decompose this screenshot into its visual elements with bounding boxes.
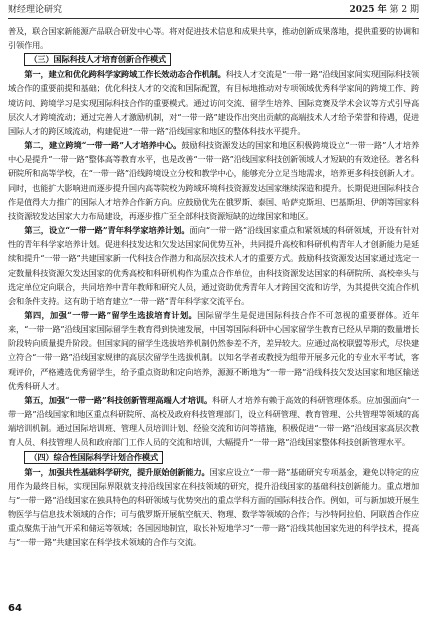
paragraph-lead: 第二，建立跨境“一带一路”人才培养中心。	[24, 140, 182, 151]
body-paragraph	[8, 308, 419, 393]
paragraph-lead: 第三，设立“一带一路”青年科学家培养计划。	[24, 225, 190, 236]
paragraph-text: 国家应设立“一带一路”基础研究专项基金，避免以特定的应用作为最终目标，实现国际界限就支持沿线国家在科技领域的研究，提升沿线国家的基础科技创新能力。重点增加与“一带一路”沿线国家在独具特色的科研领域与优势突出的重点学科方面的国际科技合作。例如，可与新加坡开展生物医学与信息技术领域的合作；可与俄罗斯开展航空航天、物理、数学等领域的合作；与沙特阿拉伯、阿联酋合作应重点聚焦于油气开采和储运等领域；各国因地制宜，取长补短地学习“一带一路”沿线其他国家先进的科学技术，提高与“一带一路”共建国家在科学技术领域的合作与交流。	[8, 466, 419, 548]
paragraph-text: 科研人才培养有赖于高效的科研管理体系。应加强面向“一带一路”沿线国家和地区重点科研院所、高校及政府科技管理部门，设立科研管理、教育管理、公共管理等领域的高端培训机制。通过国际培训班、管理人员培训计划、经验交流和访问等措施，积极促进“一带一路”沿线国家高层次教育人员、科技管理人员和政府部门工作人员的交流和培训，大幅提升“一带一路”沿线国家整体科技创新管理水平。	[8, 394, 419, 448]
header-rule	[8, 18, 419, 19]
issue-info	[349, 3, 419, 17]
section-heading-row	[8, 52, 419, 67]
paragraph-lead: 第五，加强“一带一路”科技创新管理高端人才培训。	[24, 394, 213, 405]
section-heading: （四）综合性国际科学计划合作模式	[24, 451, 163, 464]
issue-number: 第 2 期	[389, 5, 419, 15]
paragraph-text: 鼓励科技资源发达的国家和地区积极跨境设立“一带一路”人才培养中心是提升“一带一路”整体高等教育水平，也是改善“一带一路”沿线国家科技创新领域人才短缺的有效途径。著名科研院所和高等学校，在“一带一路”沿线跨境设立分校和教学中心，能够充分立足当地需求，培养更多科技创新人才。同时，也能扩大影响进而逐步提升国内高等院校为跨域环境科技资源发达国家继续深造和提升。长期促进国际科技合作是值得大力推广的国际人才培养合作新方向。应鼓励优先在俄罗斯、泰国、哈萨克斯坦、巴基斯坦、伊朗等国家科技资源较发达国家大力布局建设，再逐步推广至全部科技资源短缺的边缘国家和地区。	[8, 140, 420, 221]
article-body	[8, 24, 419, 549]
section-heading-row	[8, 450, 419, 465]
paragraph-lead: 第一，建立和优化跨科学家跨域工作长效动态合作机制。	[24, 69, 226, 80]
body-paragraph	[8, 24, 419, 52]
body-paragraph	[8, 67, 419, 138]
paragraph-lead: 第四，加强“一带一路”留学生选拔培育计划。	[24, 309, 198, 320]
journal-title: 财经理论研究	[8, 5, 63, 15]
body-paragraph	[8, 393, 419, 450]
paragraph-text: 国际留学生是促进国际科技合作不可忽视的重要群体。近年来，“一带一路”沿线国家国际留学生教育得到快速发展，中国等国际科研中心国家留学生教育已经从早期的数量增长阶段转向质量提升阶段。但国家间的留学生选拔培养机制仍然参差不齐，差异较大。应通过高校联盟等形式，尽快建立符合“一带一路”沿线国家规律的高层次留学生选拔机制。以知名学者或教授为组带开展多元化的专业水平考试，客观评价，严格遴选优秀留学生，给予重点资助和定向培养，源源不断地为“一带一路”沿线科技欠发达国家和地区输送优秀科研人才。	[8, 309, 419, 391]
section-heading: （三）国际科技人才培育创新合作模式	[24, 53, 171, 66]
paragraph-lead: 第一，加强共性基础科学研究，提升原始创新能力。	[24, 466, 210, 477]
body-paragraph	[8, 465, 419, 550]
running-header	[8, 3, 419, 17]
issue-year: 2025 年	[349, 5, 387, 15]
body-paragraph	[8, 223, 419, 308]
paragraph-text: 科技人才交流是“一带一路”沿线国家间实现国际科技领域合作的重要前提和基础；优化科技人才的交流和国际配置，有目标地推动对专项领域优秀科学家间的跨境工作、跨境访问、跨境学习是实现国际科技合作的重要模式。通过访问交流、留学生培养、国际竞赛及学术会议等方式引导高层次人才跨境流动；通过完善人才激励机制，对“一带一路”建设作出突出贡献的高端技术人才给予荣誉和待遇，促进国际人才的跨区域流动，构建促进“一带一路”沿线国家和地区的整体科技水平提升。	[8, 69, 419, 136]
paragraph-text: 面向“一带一路”沿线国家重点和紧领域的科研领域，开设有针对性的青年科学家培养计划。促进科技发达和欠发达国家间优势互补，共同提升高校和科研机构青年人才创新能力是延续和提升“一带一路”共建国家新一代科技合作潜力和高层次技术人才的重要方式。鼓励科技资源发达国家通过选定一定数量科技资源欠发达国家的优秀高校和科研机构作为重点合作单位，由科技资源发达国家的科研院所、高校牵头与选定单位定向联合，共同培养中青年教师和研究人员，通过资助优秀青年人才跨国交流和访学，为其提供交流合作机会和条件支持。这有助于培育建立“一带一路”青年科学家交流平台。	[8, 225, 419, 306]
page-number: 64	[8, 603, 22, 614]
body-paragraph	[8, 138, 419, 223]
paragraph-text: 普及，联合国家新能源产品联合研发中心等。将对促进技术信息和成果共享，推动创新成果落地，提供重要的协调和引领作用。	[8, 26, 419, 51]
